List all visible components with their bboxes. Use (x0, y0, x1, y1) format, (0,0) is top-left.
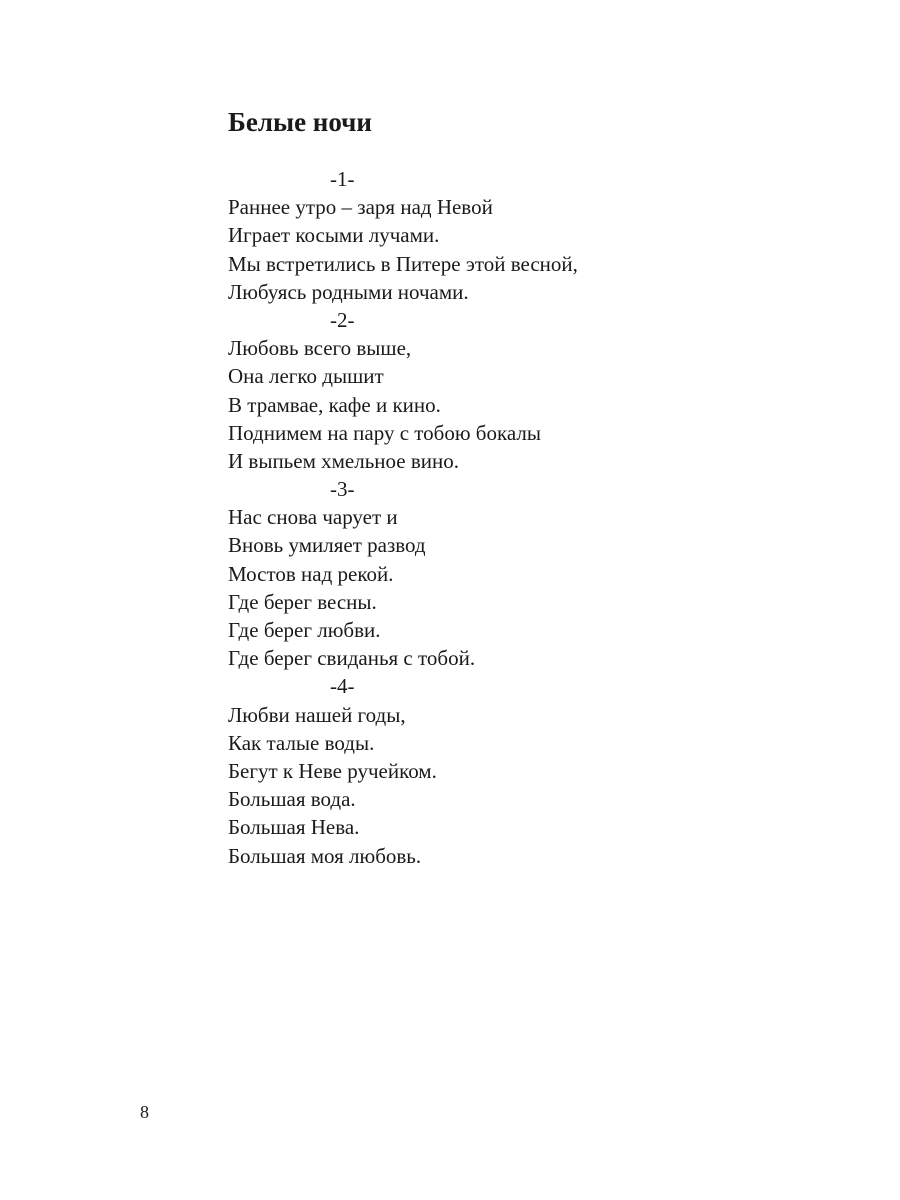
stanza-2 (228, 306, 788, 475)
verse-line: В трамвае, кафе и кино. (228, 392, 441, 417)
poem-title: Белые ночи (228, 107, 372, 137)
verse-line: Мостов над рекой. (228, 561, 394, 586)
verse-line: Большая моя любовь. (228, 843, 422, 868)
verse-line: Играет косыми лучами. (228, 223, 440, 248)
verse-line: Большая вода. (228, 787, 356, 812)
stanza-number: -3- (330, 477, 355, 502)
verse-line: Любуясь родными ночами. (228, 279, 469, 304)
poem-body (228, 165, 788, 870)
verse-line: Любовь всего выше, (228, 336, 412, 361)
verse-line: Как талые воды. (228, 730, 375, 755)
verse-line: Любви нашей годы, (228, 702, 406, 727)
stanza-3 (228, 475, 788, 672)
stanza-number: -2- (330, 307, 355, 332)
verse-line: Где берег любви. (228, 618, 381, 642)
verse-line: Мы встретились в Питере этой весной, (228, 251, 578, 276)
verse-line: Бегут к Неве ручейком. (228, 758, 437, 783)
verse-line: Где берег весны. (228, 589, 377, 614)
verse-line: Она легко дышит (228, 364, 384, 389)
page-number: 8 (140, 1102, 149, 1122)
verse-line: Большая Нева. (228, 815, 360, 840)
stanza-1 (228, 165, 788, 306)
stanza-number: -1- (330, 167, 355, 191)
verse-line: И выпьем хмельное вино. (228, 448, 459, 473)
verse-line: Поднимем на пару с тобою бокалы (228, 420, 541, 445)
verse-line: Нас снова чарует и (228, 505, 398, 530)
stanza-number: -4- (330, 674, 355, 699)
stanza-4 (228, 672, 788, 869)
verse-line: Где берег свиданья с тобой. (228, 646, 476, 671)
verse-line: Вновь умиляет развод (228, 533, 426, 558)
verse-line: Раннее утро – заря над Невой (228, 195, 493, 220)
